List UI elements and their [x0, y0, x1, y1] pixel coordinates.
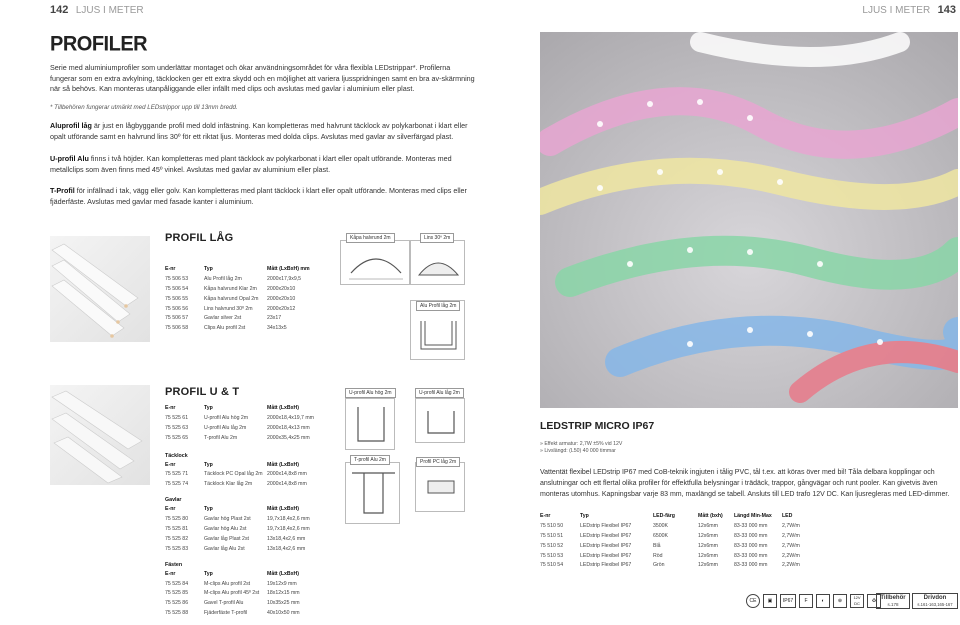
- ledstrip-photo: [540, 32, 958, 408]
- cell: Gavel T-profil Alu: [204, 600, 244, 607]
- cell: 83-33 000 mm: [734, 532, 768, 539]
- table-row: [165, 516, 340, 526]
- col-header: Mått (LxBxH): [267, 570, 299, 577]
- diagram-label: T-profil Alu 2m: [350, 455, 390, 465]
- cell: Fjäderfäste T-profil: [204, 610, 248, 617]
- cell: 75 525 85: [165, 590, 189, 597]
- class-icon: ▣: [763, 594, 777, 608]
- table-row: [540, 553, 955, 563]
- col-header: Mått (LxBxH): [267, 506, 299, 513]
- intro-text: Serie med aluminiumprofiler som underlättar montaget och ökar användningsområdet för våra flexibla LEDstrippar*. Profilerna fungerar som en extra avkylning, täcklocken ger ett extra skydd och en möjlighet att variera ljusspridningen samt en bra av-skärmning när så behövs. Kan monteras utanpåliggande eller infällt med clips och avslutas med gavlar i aluminium eller plast.: [50, 63, 475, 94]
- cell: 75 506 53: [165, 275, 189, 282]
- cell: 2000x18,4x13 mm: [267, 424, 310, 431]
- profil-ut-table: [165, 405, 340, 620]
- table-row: [540, 543, 955, 553]
- table-row: [540, 523, 955, 533]
- cell: 83-33 000 mm: [734, 542, 768, 549]
- cell: Blå: [653, 542, 661, 549]
- cell: M-clips Alu profil 45º 2st: [204, 590, 260, 597]
- col-header: E-nr: [540, 513, 551, 519]
- cell: LEDstrip Flexibel IP67: [580, 522, 632, 529]
- paragraph-bold: U-profil Alu: [50, 154, 89, 163]
- cell: 12x6mm: [698, 522, 718, 529]
- table-row: [165, 600, 340, 610]
- cell: 2,7W/m: [782, 532, 800, 539]
- col-header: LED: [782, 513, 793, 519]
- table-row: [165, 471, 340, 481]
- cell: Täcklock Klar låg 2m: [204, 481, 253, 488]
- ledstrip-photo-illustration: [540, 32, 958, 408]
- lins-cross-section: [411, 241, 466, 286]
- table-row: [165, 415, 340, 425]
- paragraph-text: är just en lågbyggande profil med dold infästning. Kan kompletteras med halvrunt täcklock av polykarbonat i klart eller opalt utförande samt en halvrund lins 30º för ett riktat ljus. Monteras med dolda clips. Avslutas med gavlar av silverfärgad plast.: [50, 121, 468, 141]
- pc-lag-diagram: [415, 462, 465, 512]
- table-row: [165, 581, 340, 591]
- cell: 2000x18,4x19,7 mm: [267, 414, 315, 421]
- subsection-label: Täcklock: [165, 452, 188, 459]
- col-header: Mått (LxBxH): [267, 461, 299, 468]
- cell: 75 525 88: [165, 610, 189, 617]
- tillbehor-box[interactable]: [876, 593, 910, 609]
- cell: LEDstrip Flexibel IP67: [580, 552, 632, 559]
- cell: 2000x17,9x9,5: [267, 275, 302, 282]
- cell: 2000x20x10: [267, 295, 296, 302]
- table-row: [165, 315, 340, 325]
- cell: 23x17: [267, 315, 282, 322]
- cell: Lins halvrund 30º 2m: [204, 305, 253, 312]
- f-mark-icon: F: [799, 594, 813, 608]
- cell: Gavlar silver 2st: [204, 315, 242, 322]
- pc-lag-cross-section: [416, 463, 466, 513]
- cell: Kåpa halvrund Opal 2m: [204, 295, 259, 302]
- cell: 12x6mm: [698, 532, 718, 539]
- table-row: [540, 533, 955, 543]
- footnote: * Tillbehören fungerar utmärkt med LEDstrippor upp till 13mm bredd.: [50, 104, 238, 111]
- profil-lag-heading: PROFIL LÅG: [165, 232, 234, 244]
- col-header: Mått (LxBxH): [267, 405, 299, 411]
- running-title-right: LJUS I METER: [862, 5, 931, 16]
- tillbehor-label: Tillbehör: [880, 595, 906, 601]
- t-profil-diagram: [345, 462, 400, 524]
- table-row: [165, 536, 340, 546]
- spec-line: » Livslängd: (L50) 40 000 timmar: [540, 448, 616, 454]
- cell: U-profil Alu låg 2m: [204, 424, 247, 431]
- u-lag-diagram: [415, 398, 465, 443]
- subsection-label: Gavlar: [165, 497, 182, 504]
- cell: 75 525 84: [165, 580, 189, 587]
- cell: Grön: [653, 562, 665, 569]
- cell: 2000x35,4x25 mm: [267, 434, 310, 441]
- table-header: [165, 571, 340, 581]
- cell: Röd: [653, 552, 663, 559]
- cell: 13x18,4x2,6 mm: [267, 535, 306, 542]
- cell: U-profil Alu hög 2m: [204, 414, 249, 421]
- col-header: Typ: [204, 266, 213, 272]
- cell: 10x35x25 mm: [267, 600, 300, 607]
- ce-mark-icon: CE: [746, 594, 760, 608]
- paragraph-bold: T-Profil: [50, 186, 75, 195]
- table-header: [165, 405, 340, 415]
- table-row: [165, 325, 340, 335]
- table-row: [165, 425, 340, 435]
- table-header: [165, 506, 340, 516]
- table-row: [165, 306, 340, 316]
- subsection-label: Fästen: [165, 561, 183, 568]
- cell: 75 506 56: [165, 305, 189, 312]
- profil-lag-table: [165, 266, 340, 335]
- cell: 2000x14,8x8 mm: [267, 481, 307, 488]
- rohs-icon: ♻: [867, 594, 881, 608]
- diagram-label: Lins 30º 2m: [420, 233, 454, 243]
- table-row: [165, 526, 340, 536]
- cell: 75 506 58: [165, 325, 189, 332]
- cell: 13x18,4x2,6 mm: [267, 545, 306, 552]
- ledstrip-title: LEDSTRIP MICRO IP67: [540, 420, 655, 432]
- profil-lag-product-image: [50, 236, 150, 342]
- table-row: [165, 435, 340, 445]
- right-page-header: [862, 0, 956, 18]
- cell: Gavlar låg Plast 2st: [204, 535, 249, 542]
- cell: Gavlar hög Plast 2st: [204, 516, 251, 523]
- cell: 75 525 86: [165, 600, 189, 607]
- cell: Täcklock PC Opal låg 2m: [204, 471, 263, 478]
- cell: Kåpa halvrund Klar 2m: [204, 285, 257, 292]
- cell: 2000x20x12: [267, 305, 296, 312]
- table-row: [165, 296, 340, 306]
- cell: 12x6mm: [698, 542, 718, 549]
- diagram-label: Alu Profil låg 2m: [416, 301, 460, 311]
- spec-line: » Effekt armatur: 2,7W ±5% vid 12V: [540, 441, 623, 447]
- cell: LEDstrip Flexibel IP67: [580, 542, 632, 549]
- ledstrip-specs: [540, 441, 622, 455]
- cell: 2,2W/m: [782, 552, 800, 559]
- profil-ut-heading: PROFIL U & T: [165, 386, 240, 398]
- col-header: Typ: [204, 461, 213, 468]
- paragraph-uprofil: [50, 154, 470, 175]
- cell: 6500K: [653, 532, 669, 539]
- cell: 34x13x5: [267, 325, 287, 332]
- lins-diagram: [410, 240, 465, 285]
- diagram-label: U-profil Alu låg 2m: [415, 388, 464, 398]
- cell: 2000x20x10: [267, 285, 296, 292]
- cell: T-profil Alu 2m: [204, 434, 238, 441]
- cell: 75 510 54: [540, 562, 564, 569]
- cell: 75 525 74: [165, 481, 189, 488]
- col-header: E-nr: [165, 405, 176, 411]
- col-header: Längd Min-Max: [734, 513, 772, 519]
- cell: 75 525 80: [165, 516, 189, 523]
- t-profil-cross-section: [346, 463, 401, 525]
- cell: 75 510 51: [540, 532, 564, 539]
- left-page-header: [50, 0, 144, 18]
- paragraph-text: för infällnad i tak, vägg eller golv. Kan kompletteras med plant täcklock i klart eller opalt utförande. Monteras med clips eller fjäderfäste. Avslutas med gavlar med fasade kanter i aluminium.: [50, 186, 467, 206]
- table-header: [540, 513, 955, 523]
- drivdon-box[interactable]: [912, 593, 958, 609]
- table-header: [165, 266, 340, 276]
- cell: M-clips Alu profil 2st: [204, 580, 251, 587]
- paragraph-aluprofil: [50, 121, 470, 142]
- ip-rating-icon: IP67: [780, 594, 796, 608]
- cell: 75 510 52: [540, 542, 564, 549]
- cell: 2000x14,8x8 mm: [267, 471, 307, 478]
- col-header: Typ: [204, 506, 213, 513]
- cell: 75 506 54: [165, 285, 189, 292]
- cell: 12x6mm: [698, 552, 718, 559]
- table-row: [165, 276, 340, 286]
- col-header: Mått (LxBxH) mm: [267, 266, 310, 272]
- cell: 2,7W/m: [782, 522, 800, 529]
- cell: 2,2W/m: [782, 562, 800, 569]
- cell: 75 506 57: [165, 315, 189, 322]
- table-row: [540, 562, 955, 572]
- paragraph-bold: Aluprofil låg: [50, 121, 92, 130]
- cell: 83-33 000 mm: [734, 522, 768, 529]
- cell: 75 506 55: [165, 295, 189, 302]
- col-header: E-nr: [165, 266, 176, 272]
- profil-ut-product-image: [50, 385, 150, 485]
- tillbehor-page: s.178: [887, 602, 899, 607]
- cell: Gavlar låg Alu 2st: [204, 545, 245, 552]
- diagram-label: Kåpa halvrund 2m: [346, 233, 395, 243]
- col-header: Typ: [204, 570, 213, 577]
- page-number-right: 143: [937, 4, 956, 16]
- cell: LEDstrip Flexibel IP67: [580, 562, 632, 569]
- cell: 19,7x18,4x2,6 mm: [267, 526, 310, 533]
- cell: 12x6mm: [698, 562, 718, 569]
- cell: 75 510 50: [540, 522, 564, 529]
- table-row: [165, 546, 340, 556]
- paragraph-text: finns i två höjder. Kan kompletteras med plant täcklock av polykarbonat i klart eller opalt utförande. Monteras med metallclips som även finns med 45º vinkel. Avslutas med gavlar av aluminium eller plast.: [50, 154, 452, 174]
- table-row: [165, 481, 340, 491]
- u-lag-cross-section: [416, 399, 466, 444]
- cell: 75 525 82: [165, 535, 189, 542]
- col-header: E-nr: [165, 570, 176, 577]
- cell: 75 525 81: [165, 526, 189, 533]
- cell: 75 510 53: [540, 552, 564, 559]
- page-title: PROFILER: [50, 32, 148, 56]
- cell: Clips Alu profil 2st: [204, 325, 246, 332]
- profile-extrusion-illustration: [50, 236, 150, 342]
- col-header: E-nr: [165, 461, 176, 468]
- table-row: [165, 286, 340, 296]
- kapa-cross-section: [341, 241, 411, 286]
- cell: 75 525 71: [165, 471, 189, 478]
- kapa-diagram: [340, 240, 410, 285]
- cell: Alu Profil låg 2m: [204, 275, 242, 282]
- u-hog-diagram: [345, 398, 395, 450]
- cell: 40x10x50 mm: [267, 610, 300, 617]
- table-header: [165, 462, 340, 472]
- cell: 75 525 63: [165, 424, 189, 431]
- cell: 2,7W/m: [782, 542, 800, 549]
- col-header: Typ: [580, 513, 589, 519]
- table-row: [165, 590, 340, 600]
- drivdon-label: Drivdon: [923, 595, 947, 601]
- ledstrip-table: [540, 513, 955, 572]
- u-hog-cross-section: [346, 399, 396, 451]
- drivdon-page: s.161-163,165-167: [917, 602, 953, 607]
- cell: 83-33 000 mm: [734, 552, 768, 559]
- heat-icon: ⊕: [833, 594, 847, 608]
- cell: Gavlar hög Alu 2st: [204, 526, 247, 533]
- cell: 3500K: [653, 522, 669, 529]
- cell: LEDstrip Flexibel IP67: [580, 532, 632, 539]
- col-header: Typ: [204, 405, 213, 411]
- diagram-label: Profil PC låg 2m: [416, 457, 460, 467]
- cell: 83-33 000 mm: [734, 562, 768, 569]
- diagram-label: U-profil Alu hög 2m: [345, 388, 396, 398]
- col-header: E-nr: [165, 506, 176, 513]
- certification-symbols: [746, 594, 881, 608]
- cell: 75 525 83: [165, 545, 189, 552]
- cell: 19,7x18,4x2,6 mm: [267, 516, 310, 523]
- ledstrip-description: Vattentät flexibel LEDstrip IP67 med CoB-teknik ingjuten i tålig PVC, tål t.ex. att köras över med bil! Tåla delbara kopplingar och anslutningar och ett flertal olika profiler för effektfulla belysningar i trädäck, trappor, gångvägar och runt pooler. Kan givetvis även monteras utomhus. Kapningsbar varje 83 mm, maxlängd se tabell. Ansluts till LED trafo 12V DC. Kan ljusregleras med LED-dimmer.: [540, 469, 950, 498]
- cell: 19x12x9 mm: [267, 580, 297, 587]
- cell: 75 525 65: [165, 434, 189, 441]
- col-header: Mått (bxh): [698, 513, 723, 519]
- paragraph-tprofil: [50, 186, 470, 207]
- profile-extrusion-illustration: [50, 385, 150, 485]
- voltage-icon: 12V DC: [850, 594, 864, 608]
- dimmable-icon: ◐: [816, 594, 830, 608]
- cell: 18x12x15 mm: [267, 590, 300, 597]
- table-row: [165, 610, 340, 620]
- col-header: LED-färg: [653, 513, 675, 519]
- running-title-left: LJUS I METER: [75, 5, 144, 16]
- page-number-left: 142: [50, 4, 69, 16]
- cell: 75 525 61: [165, 414, 189, 421]
